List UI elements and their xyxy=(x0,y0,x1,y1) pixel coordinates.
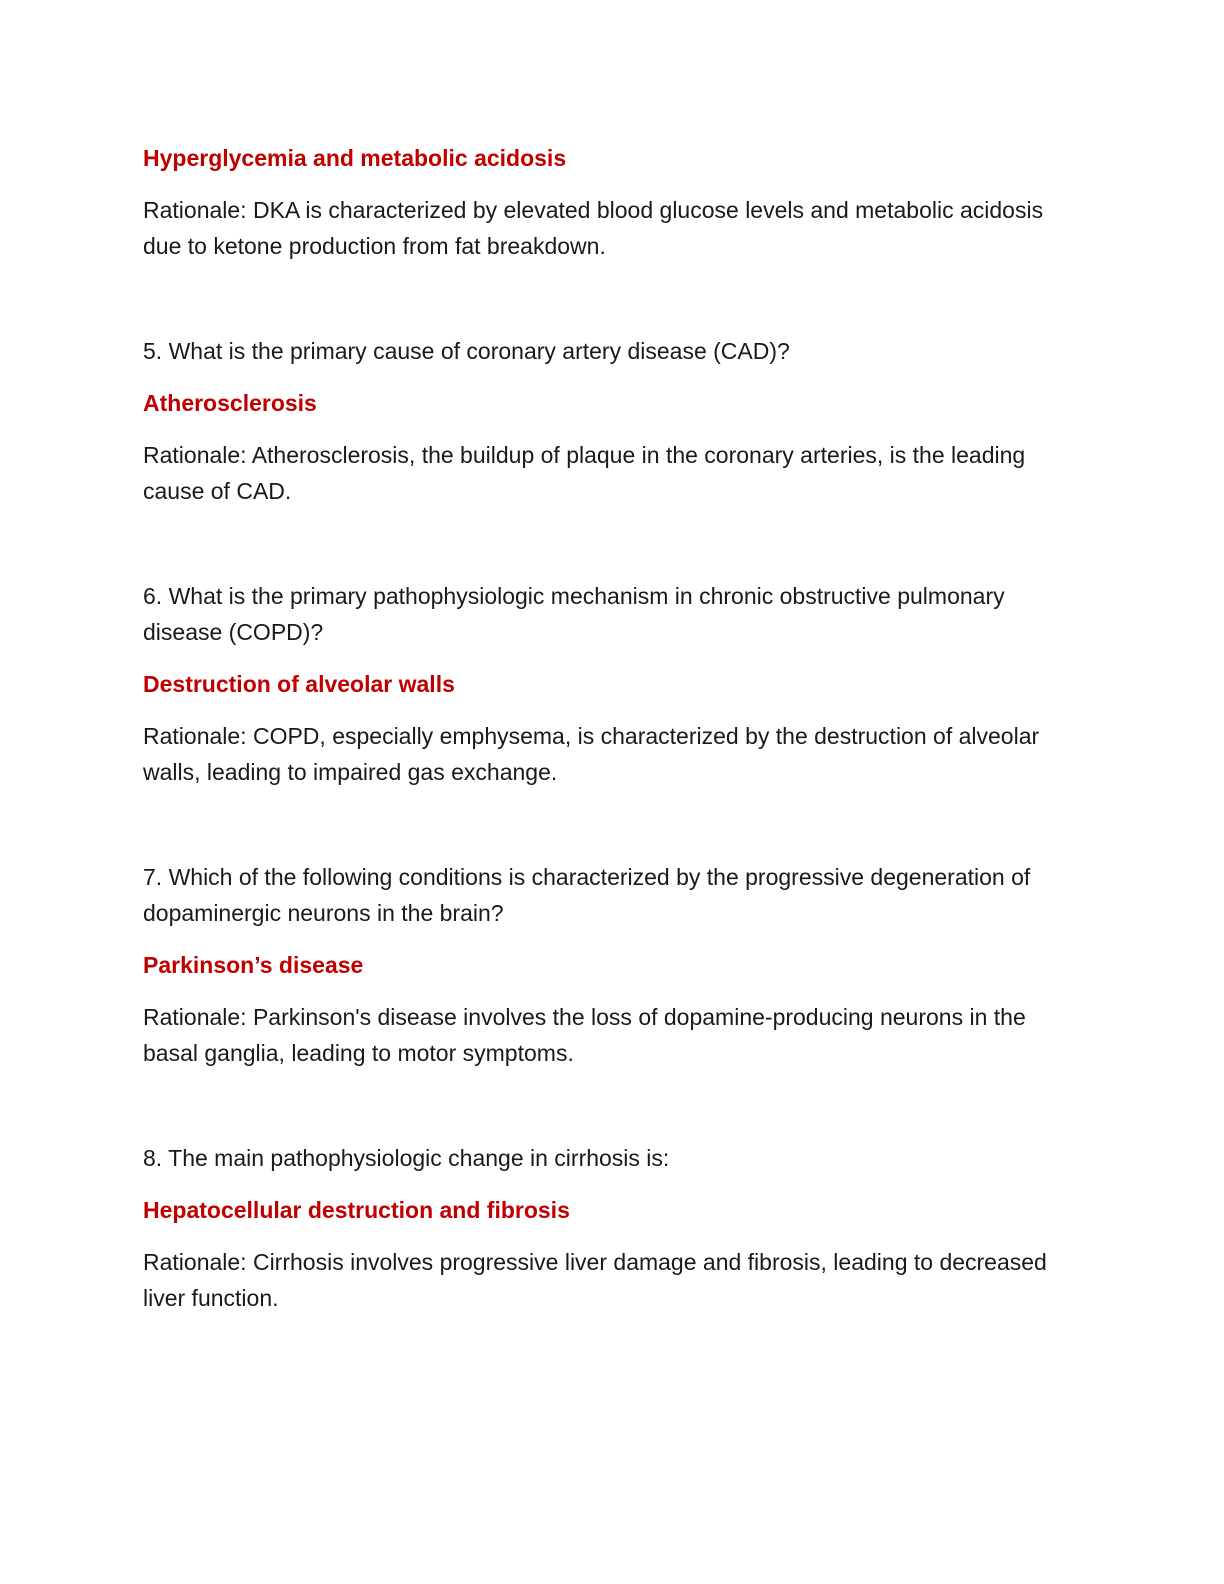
qa-item-6 xyxy=(143,578,1083,790)
answer-text: Destruction of alveolar walls xyxy=(143,671,455,697)
question-text: 5. What is the primary cause of coronary artery disease (CAD)? xyxy=(143,338,790,364)
rationale-text: Rationale: DKA is characterized by elevated blood glucose levels and metabolic acidosis due to ketone production from fat breakdown. xyxy=(143,197,1044,259)
qa-item-7 xyxy=(143,859,1083,1071)
answer-text: Hyperglycemia and metabolic acidosis xyxy=(143,145,567,171)
rationale-text: Rationale: Atherosclerosis, the buildup of plaque in the coronary arteries, is the leading cause of CAD. xyxy=(143,442,1026,504)
answer-text: Hepatocellular destruction and fibrosis xyxy=(143,1197,570,1223)
rationale-text: Rationale: Cirrhosis involves progressive liver damage and fibrosis, leading to decreased liver function. xyxy=(143,1249,1047,1311)
rationale-text: Rationale: Parkinson's disease involves the loss of dopamine-producing neurons in the basal ganglia, leading to motor symptoms. xyxy=(143,1004,1026,1066)
question-text: 8. The main pathophysiologic change in cirrhosis is: xyxy=(143,1145,670,1171)
question-text: 6. What is the primary pathophysiologic mechanism in chronic obstructive pulmonary disease (COPD)? xyxy=(143,583,1005,645)
document-page xyxy=(143,140,1083,1316)
answer-text: Parkinson’s disease xyxy=(143,952,364,978)
answer-text: Atherosclerosis xyxy=(143,390,317,416)
qa-item-4 xyxy=(143,140,1083,264)
rationale-text: Rationale: COPD, especially emphysema, is characterized by the destruction of alveolar walls, leading to impaired gas exchange. xyxy=(143,723,1040,785)
question-text: 7. Which of the following conditions is characterized by the progressive degeneration of dopaminergic neurons in the brain? xyxy=(143,864,1031,926)
qa-item-5 xyxy=(143,333,1083,509)
qa-item-8 xyxy=(143,1140,1083,1316)
